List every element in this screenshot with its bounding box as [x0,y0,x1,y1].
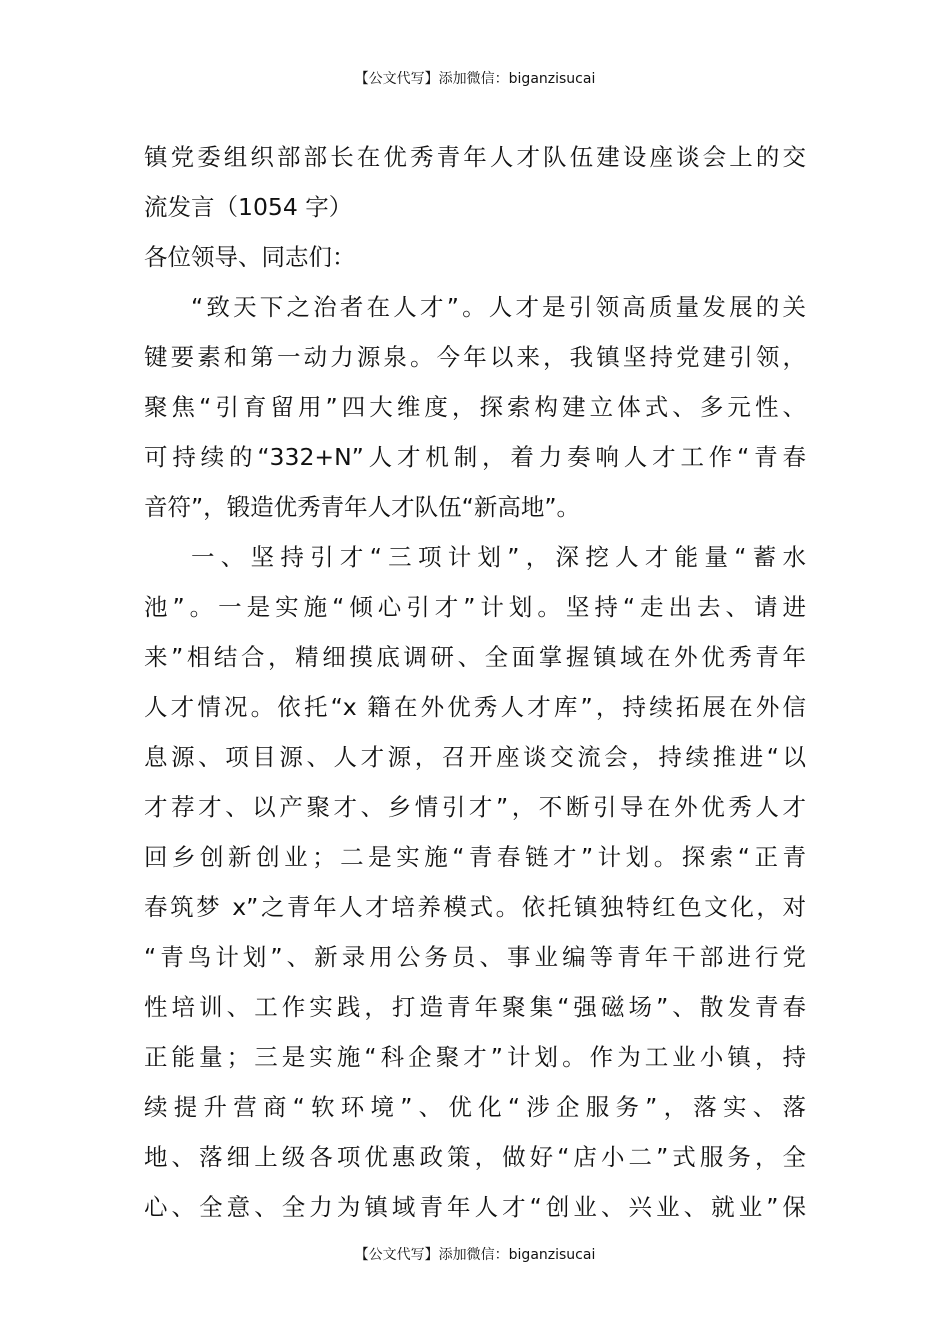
paragraph-2-line: 回乡创新创业；二是实施“青春链才”计划。探索“正青 [144,843,806,871]
paragraph-2-line: 心、全意、全力为镇域青年人才“创业、兴业、就业”保 [144,1193,806,1221]
paragraph-2-line: 池”。一是实施“倾心引才”计划。坚持“走出去、请进 [144,593,806,621]
paragraph-2-line: 春筑梦 x”之青年人才培养模式。依托镇独特红色文化，对 [144,893,806,921]
page-footer: 【公文代写】添加微信：biganzisucai [354,1247,596,1263]
paragraph-1-line: 可持续的“332+N”人才机制，着力奏响人才工作“青春 [144,443,806,471]
paragraph-2-line: 续提升营商“软环境”、优化“涉企服务”，落实、落 [144,1093,806,1121]
paragraph-2-line: 一、坚持引才“三项计划”，深挖人才能量“蓄水 [191,543,806,571]
page-header: 【公文代写】添加微信：biganzisucai [354,71,596,87]
paragraph-2-line: “青鸟计划”、新录用公务员、事业编等青年干部进行党 [144,943,806,971]
title-line-1: 镇党委组织部部长在优秀青年人才队伍建设座谈会上的交 [144,143,806,171]
paragraph-2-line: 正能量；三是实施“科企聚才”计划。作为工业小镇，持 [144,1043,806,1071]
paragraph-2-line: 性培训、工作实践，打造青年聚集“强磁场”、散发青春 [144,993,806,1021]
document-body [144,132,806,1232]
paragraph-1-line: “致天下之治者在人才”。人才是引领高质量发展的关 [191,293,806,321]
paragraph-2-line: 人才情况。依托“x 籍在外优秀人才库”，持续拓展在外信 [144,693,806,721]
paragraph-2-line: 才荐才、以产聚才、乡情引才”，不断引导在外优秀人才 [144,793,806,821]
paragraph-1-line: 键要素和第一动力源泉。今年以来，我镇坚持党建引领， [144,343,806,371]
title-line-2: 流发言（1054 字） [144,193,353,221]
paragraph-1-line: 聚焦“引育留用”四大维度，探索构建立体式、多元性、 [144,393,806,421]
paragraph-2-line: 息源、项目源、人才源，召开座谈交流会，持续推进“以 [144,743,806,771]
paragraph-1-line: 音符”，锻造优秀青年人才队伍“新高地”。 [144,493,581,521]
salutation: 各位领导、同志们： [144,243,356,271]
paragraph-2-line: 来”相结合，精细摸底调研、全面掌握镇域在外优秀青年 [144,643,806,671]
paragraph-2-line: 地、落细上级各项优惠政策，做好“店小二”式服务，全 [144,1143,806,1171]
